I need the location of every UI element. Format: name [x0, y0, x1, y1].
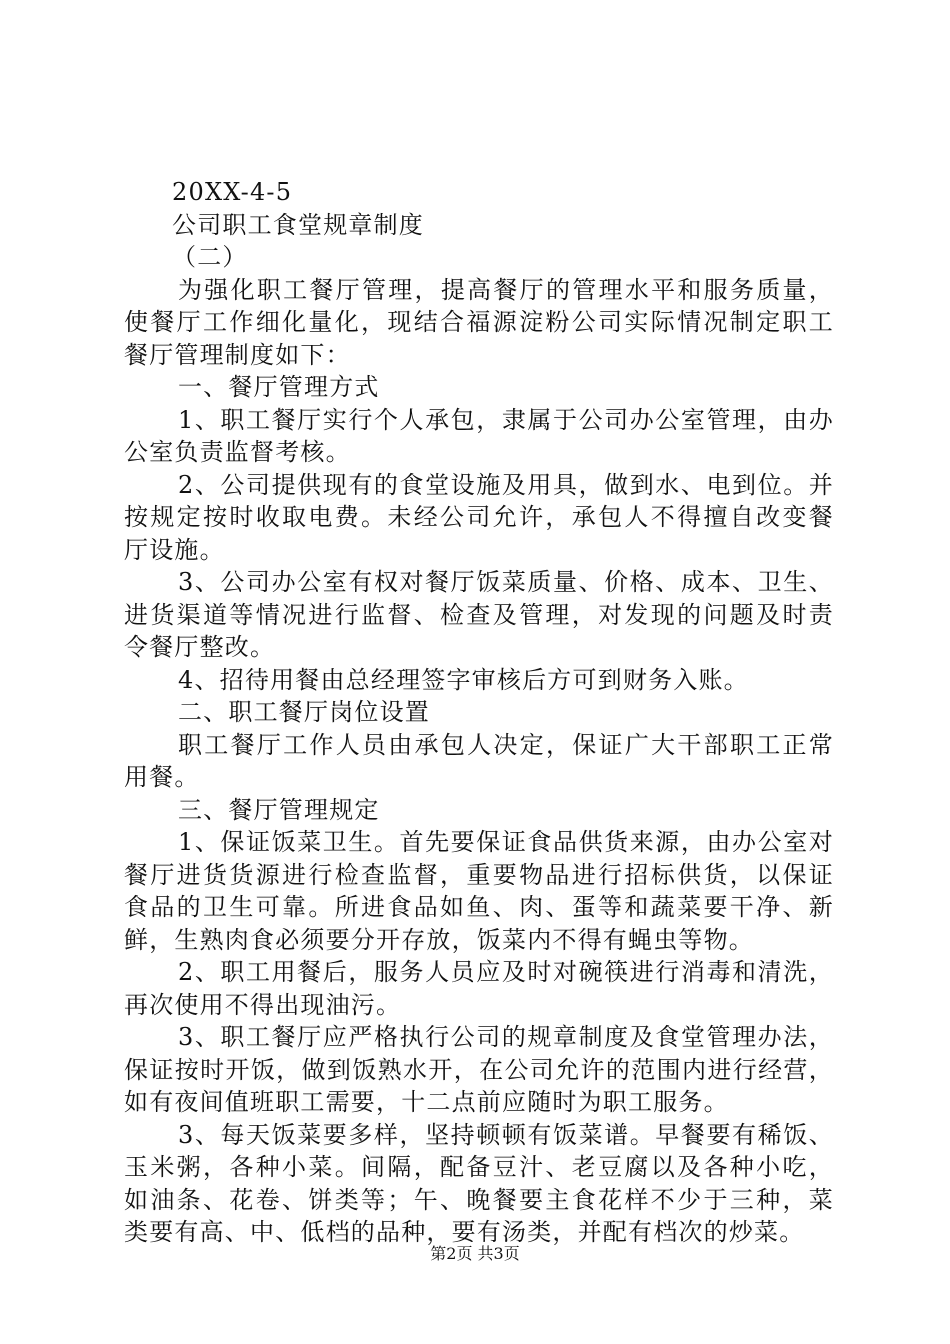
document-title: 公司职工食堂规章制度	[172, 210, 424, 239]
document-body	[124, 176, 834, 1249]
text-line: 1、保证饭菜卫生。首先要保证食品供货来源，由办公室对	[178, 828, 834, 856]
text-line: 3、职工餐厅应严格执行公司的规章制度及食堂管理办法，	[178, 1023, 834, 1051]
section-heading: 一、餐厅管理方式	[178, 373, 380, 401]
text-line: 厅设施。	[124, 535, 225, 564]
text-line: 2、公司提供现有的食堂设施及用具，做到水、电到位。并	[178, 470, 834, 499]
text-line: 如有夜间值班职工需要，十二点前应随时为职工服务。	[124, 1088, 729, 1116]
text-line: 食品的卫生可靠。所进食品如鱼、肉、蛋等和蔬菜要干净、新	[124, 893, 834, 921]
page-number: 第2页 共3页	[430, 1244, 520, 1263]
document-date: 20XX-4-5	[172, 178, 293, 206]
text-line: 再次使用不得出现油污。	[124, 990, 402, 1019]
text-line: 如油条、花卷、饼类等；午、晚餐要主食花样不少于三种，菜	[124, 1185, 834, 1214]
page-footer	[0, 1244, 950, 1264]
section-heading: 三、餐厅管理规定	[178, 795, 380, 824]
text-line: 进货渠道等情况进行监督、检查及管理，对发现的问题及时责	[124, 600, 834, 629]
text-line: 餐厅管理制度如下：	[124, 340, 351, 369]
text-line: 按规定按时收取电费。未经公司允许，承包人不得擅自改变餐	[124, 503, 834, 531]
text-line: 2、职工用餐后，服务人员应及时对碗筷进行消毒和清洗，	[178, 958, 834, 986]
section-heading: 二、职工餐厅岗位设置	[178, 698, 430, 726]
text-line: 3、每天饭菜要多样，坚持顿顿有饭菜谱。早餐要有稀饭、	[178, 1120, 834, 1149]
text-line: 类要有高、中、低档的品种，要有汤类，并配有档次的炒菜。	[124, 1218, 805, 1246]
text-line: 餐厅进货货源进行检查监督，重要物品进行招标供货，以保证	[124, 860, 834, 889]
text-line: 1、职工餐厅实行个人承包，隶属于公司办公室管理，由办	[178, 405, 834, 434]
text-line: 3、公司办公室有权对餐厅饭菜质量、价格、成本、卫生、	[178, 568, 834, 596]
document-subtitle: （二）	[172, 243, 248, 271]
text-line: 4、招待用餐由总经理签字审核后方可到财务入账。	[178, 665, 749, 694]
text-line: 为强化职工餐厅管理，提高餐厅的管理水平和服务质量，	[178, 275, 834, 304]
text-line: 令餐厅整改。	[124, 633, 276, 661]
text-line: 公室负责监督考核。	[124, 438, 351, 466]
text-line: 职工餐厅工作人员由承包人决定，保证广大干部职工正常	[178, 730, 834, 759]
text-line: 用餐。	[124, 763, 200, 791]
text-line: 玉米粥，各种小菜。间隔，配备豆汁、老豆腐以及各种小吃，	[124, 1153, 834, 1181]
text-line: 鲜，生熟肉食必须要分开存放，饭菜内不得有蝇虫等物。	[124, 925, 754, 954]
text-line: 使餐厅工作细化量化，现结合福源淀粉公司实际情况制定职工	[124, 308, 834, 336]
text-line: 保证按时开饭，做到饭熟水开，在公司允许的范围内进行经营，	[124, 1055, 834, 1084]
